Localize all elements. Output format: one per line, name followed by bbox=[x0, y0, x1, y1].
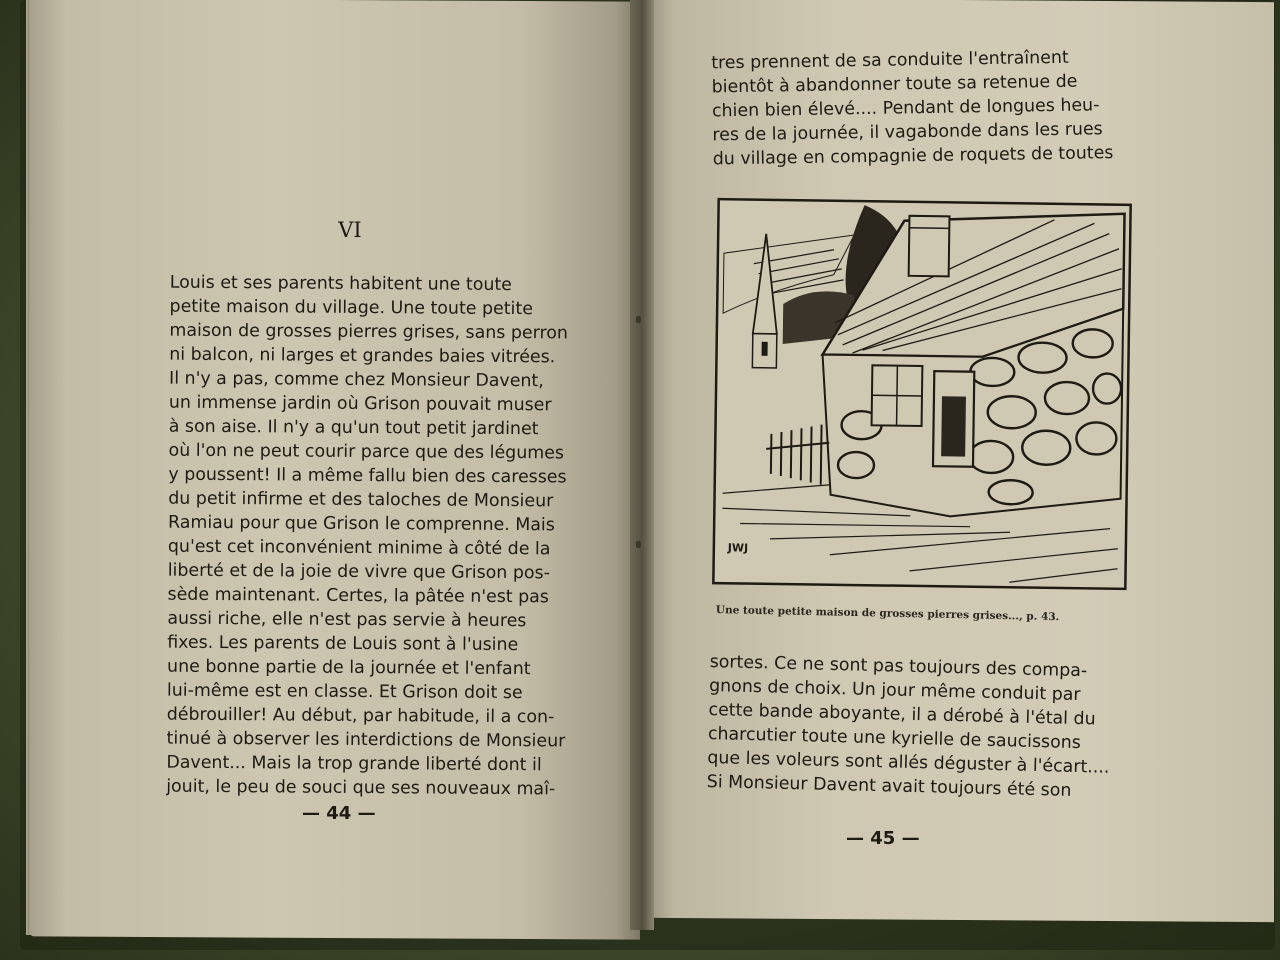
chapter-heading: VI bbox=[338, 218, 362, 242]
text-line: Il n'y a pas, comme chez Monsieur Davent, bbox=[169, 368, 544, 392]
binding-hole bbox=[636, 541, 641, 548]
text-line: charcutier toute une kyrielle de saucissons bbox=[707, 723, 1082, 754]
left-page-number: — 44 — bbox=[302, 803, 376, 824]
text-line: jouit, le peu de souci que ses nouveaux maî- bbox=[166, 776, 556, 800]
text-line: un immense jardin où Grison pouvait muser bbox=[168, 392, 552, 416]
text-line: liberté et de la joie de vivre que Grison pos- bbox=[167, 560, 550, 584]
text-line: ni balcon, ni larges et grandes baies vitrées. bbox=[169, 344, 556, 368]
text-line: chien bien élevé.... Pendant de longues heu- bbox=[711, 95, 1100, 122]
text-line: qu'est cet inconvénient minime à côté de la bbox=[167, 536, 551, 560]
left-page-text bbox=[166, 271, 569, 802]
text-line: gnons de choix. Un jour même conduit par bbox=[708, 675, 1081, 706]
illustration-caption: Une toute petite maison de grosses pierres grises..., p. 43. bbox=[715, 604, 1060, 624]
text-line: Ramiau pour que Grison le comprenne. Mais bbox=[168, 512, 555, 536]
illustration-signature: JWJ bbox=[727, 541, 749, 555]
right-page-number: — 45 — bbox=[846, 828, 920, 849]
text-line: tres prennent de sa conduite l'entraînent bbox=[711, 47, 1069, 74]
right-page-bottom-text bbox=[706, 650, 1129, 804]
text-line: où l'on ne peut courir parce que des légumes bbox=[168, 440, 565, 464]
text-line: une bonne partie de la journée et l'enfant bbox=[167, 656, 531, 680]
text-line: bientôt à abandonner toute sa retenue de bbox=[711, 71, 1078, 98]
text-line: du village en compagnie de roquets de toutes bbox=[712, 143, 1114, 170]
text-line: fixes. Les parents de Louis sont à l'usine bbox=[167, 632, 519, 656]
text-line: cette bande aboyante, il a dérobé à l'étal du bbox=[708, 699, 1096, 730]
text-line: y poussent! Il a même fallu bien des caresses bbox=[168, 464, 567, 488]
right-page-top-text bbox=[711, 45, 1143, 172]
text-line: petite maison du village. Une toute petite bbox=[169, 296, 534, 320]
text-line: du petit infirme et des taloches de Monsieur bbox=[168, 488, 554, 512]
text-line: tinué à observer les interdictions de Monsieur bbox=[166, 728, 566, 752]
text-line: maison de grosses pierres grises, sans perron bbox=[169, 320, 569, 344]
text-line: res de la journée, il vagabonde dans les rues bbox=[712, 119, 1103, 146]
text-line: Davent... Mais la trop grande liberté dont il bbox=[166, 752, 542, 776]
text-line: à son aise. Il n'y a qu'un tout petit jardinet bbox=[168, 416, 539, 440]
text-line: Si Monsieur Davent avait toujours été son bbox=[706, 771, 1072, 801]
binding-hole bbox=[636, 316, 641, 323]
text-line: sortes. Ce ne sont pas toujours des compa- bbox=[709, 651, 1088, 682]
text-line: lui-même est en classe. Et Grison doit se bbox=[166, 680, 523, 704]
text-line: Louis et ses parents habitent une toute bbox=[169, 272, 512, 296]
house-illustration bbox=[709, 193, 1134, 595]
book-gutter bbox=[630, 0, 654, 930]
text-line: sède maintenant. Certes, la pâtée n'est pas bbox=[167, 584, 549, 608]
text-line: que les voleurs sont allés déguster à l'écart.... bbox=[707, 747, 1110, 778]
text-line: débrouiller! Au début, par habitude, il a con- bbox=[166, 704, 555, 728]
text-line: aussi riche, elle n'est pas servie à heures bbox=[167, 608, 527, 632]
